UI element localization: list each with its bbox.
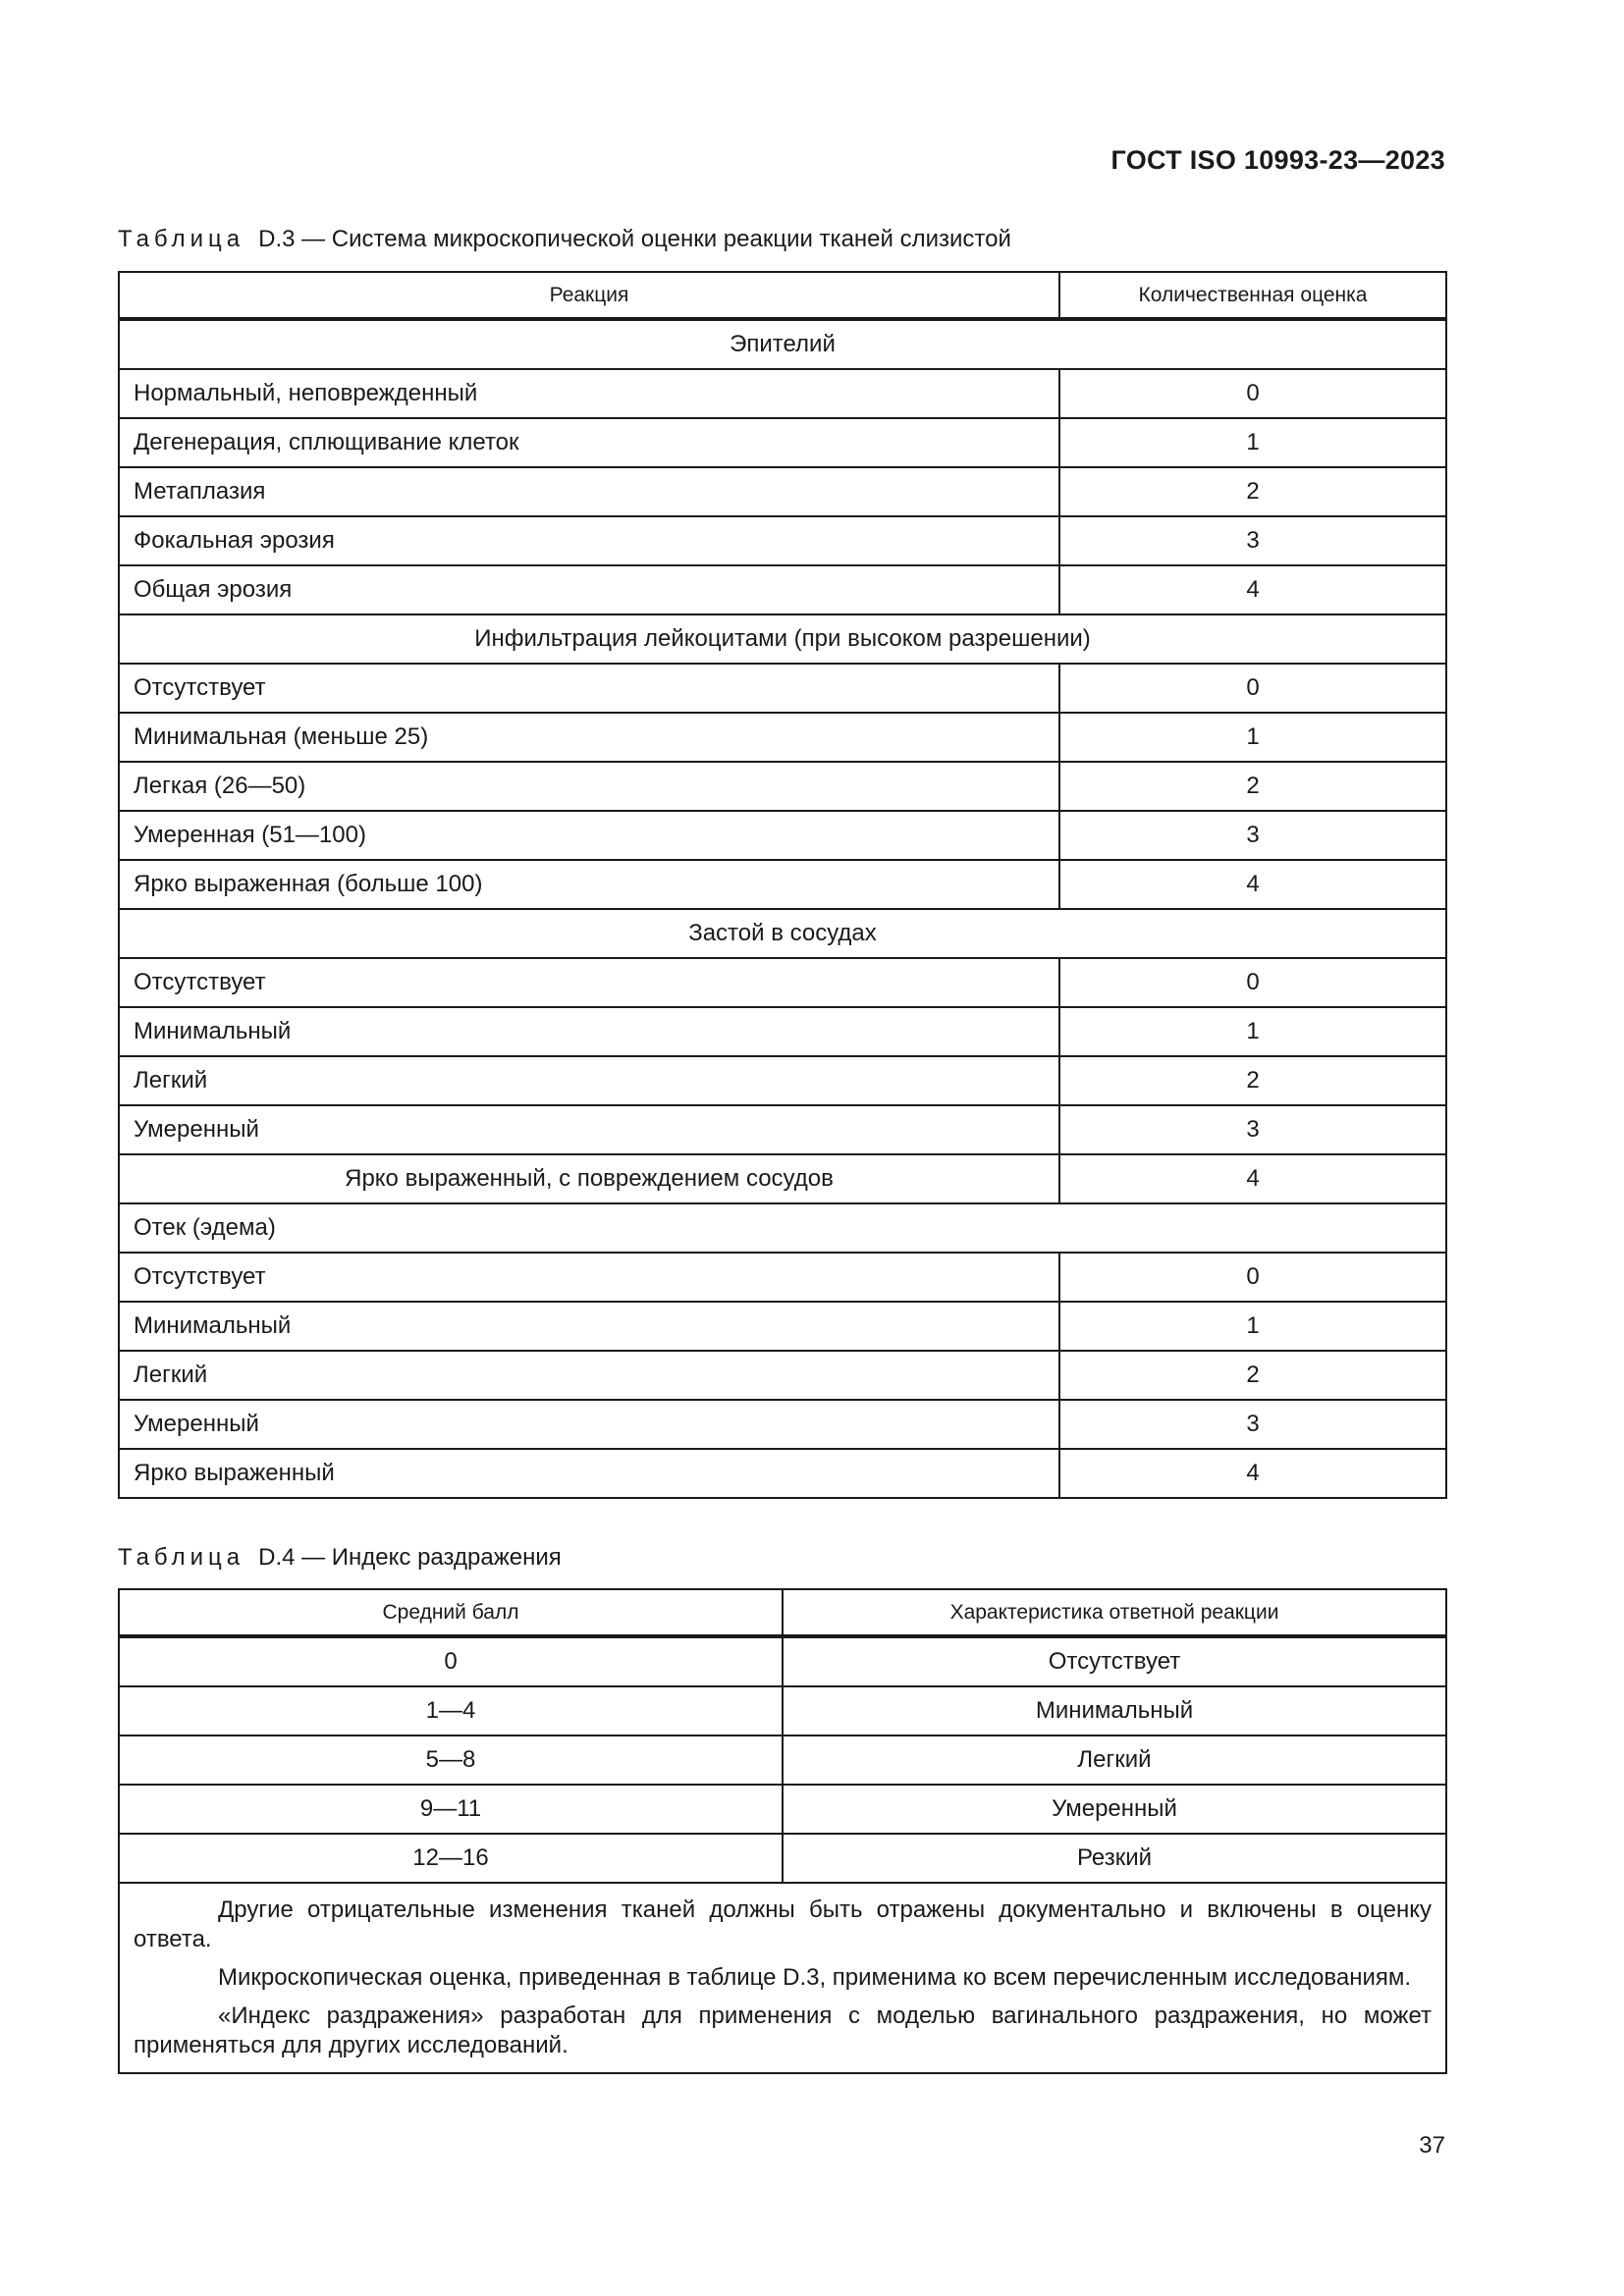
table-d4-header-row bbox=[119, 1589, 1446, 1636]
table-d4-average-score-cell: 9—11 bbox=[119, 1785, 783, 1834]
table-d3-reaction-cell: Умеренный bbox=[119, 1400, 1059, 1449]
table-d3-score-cell: 2 bbox=[1059, 1056, 1446, 1105]
table-d3-score-cell: 2 bbox=[1059, 762, 1446, 811]
table-d3-reaction-cell: Ярко выраженная (больше 100) bbox=[119, 860, 1059, 909]
table-d4-note-paragraph: «Индекс раздражения» разработан для применения с моделью вагинального раздражения, но может применяться для других исследований. bbox=[134, 2002, 1432, 2058]
table-d3-reaction-cell: Отсутствует bbox=[119, 664, 1059, 713]
table-d3-score-cell: 2 bbox=[1059, 1351, 1446, 1400]
table-d3-score-cell: 4 bbox=[1059, 1449, 1446, 1498]
table-row bbox=[119, 1735, 1446, 1785]
table-row bbox=[119, 467, 1446, 516]
table-d3-score-cell: 1 bbox=[1059, 1007, 1446, 1056]
table-d3-section-row bbox=[119, 614, 1446, 664]
table-d3-body bbox=[119, 319, 1446, 1498]
table-d3-caption bbox=[118, 226, 1011, 253]
table-d4-notes bbox=[119, 1883, 1446, 2073]
table-row bbox=[119, 1785, 1446, 1834]
table-d3-reaction-cell: Минимальный bbox=[119, 1007, 1059, 1056]
table-row bbox=[119, 516, 1446, 565]
table-d3-score-cell: 3 bbox=[1059, 811, 1446, 860]
table-d3-reaction-cell: Умеренная (51—100) bbox=[119, 811, 1059, 860]
table-d3-score-cell: 3 bbox=[1059, 1105, 1446, 1154]
table-d3-reaction-cell: Фокальная эрозия bbox=[119, 516, 1059, 565]
table-row bbox=[119, 713, 1446, 762]
table-d3-reaction-cell: Умеренный bbox=[119, 1105, 1059, 1154]
table-row bbox=[119, 1449, 1446, 1498]
table-d3-section-row bbox=[119, 909, 1446, 958]
table-d3-score-cell: 2 bbox=[1059, 467, 1446, 516]
table-d3-reaction-cell: Минимальная (меньше 25) bbox=[119, 713, 1059, 762]
table-row bbox=[119, 1400, 1446, 1449]
table-row bbox=[119, 1302, 1446, 1351]
table-d3-caption-text: D.3 — Система микроскопической оценки реакции тканей слизистой bbox=[258, 226, 1011, 252]
table-d3-score-cell: 3 bbox=[1059, 516, 1446, 565]
table-d4-response-cell: Умеренный bbox=[783, 1785, 1446, 1834]
table-d3-caption-word: Таблица bbox=[118, 226, 245, 252]
table-row bbox=[119, 664, 1446, 713]
table-d3-score-cell: 1 bbox=[1059, 1302, 1446, 1351]
table-d3-score-cell: 4 bbox=[1059, 860, 1446, 909]
table-d3-reaction-cell: Общая эрозия bbox=[119, 565, 1059, 614]
table-d4-average-score-cell: 12—16 bbox=[119, 1834, 783, 1883]
table-row bbox=[119, 1686, 1446, 1735]
table-d4-response-cell: Легкий bbox=[783, 1735, 1446, 1785]
table-d3-score-cell: 4 bbox=[1059, 1154, 1446, 1203]
table-row bbox=[119, 369, 1446, 418]
table-d3-reaction-cell: Ярко выраженный bbox=[119, 1449, 1059, 1498]
table-d3-section-row bbox=[119, 1203, 1446, 1253]
table-d3-score-cell: 1 bbox=[1059, 418, 1446, 467]
table-d3-reaction-cell: Легкий bbox=[119, 1056, 1059, 1105]
table-d3-score-cell: 0 bbox=[1059, 664, 1446, 713]
table-row bbox=[119, 1056, 1446, 1105]
table-row bbox=[119, 762, 1446, 811]
table-d3-reaction-cell: Минимальный bbox=[119, 1302, 1059, 1351]
table-row bbox=[119, 565, 1446, 614]
table-d3-score-cell: 3 bbox=[1059, 1400, 1446, 1449]
table-d4-notes-row bbox=[119, 1883, 1446, 2073]
table-row bbox=[119, 1154, 1446, 1203]
table-row bbox=[119, 418, 1446, 467]
table-d4-caption bbox=[118, 1544, 562, 1572]
table-row bbox=[119, 1834, 1446, 1883]
document-code: ГОСТ ISO 10993-23—2023 bbox=[1110, 145, 1445, 175]
table-d3 bbox=[118, 271, 1447, 1499]
table-d4-response-cell: Отсутствует bbox=[783, 1636, 1446, 1686]
table-d4-average-score-cell: 0 bbox=[119, 1636, 783, 1686]
table-d3-reaction-cell: Ярко выраженный, с повреждением сосудов bbox=[119, 1154, 1059, 1203]
table-d3-reaction-cell: Отсутствует bbox=[119, 1253, 1059, 1302]
table-row bbox=[119, 1351, 1446, 1400]
table-d3-section-title: Застой в сосудах bbox=[119, 909, 1446, 958]
table-d4-average-score-cell: 1—4 bbox=[119, 1686, 783, 1735]
table-row bbox=[119, 958, 1446, 1007]
table-d3-reaction-cell: Дегенерация, сплющивание клеток bbox=[119, 418, 1059, 467]
table-row bbox=[119, 811, 1446, 860]
table-d3-score-cell: 4 bbox=[1059, 565, 1446, 614]
table-d3-header-reaction: Реакция bbox=[119, 272, 1059, 319]
table-row bbox=[119, 1105, 1446, 1154]
table-d3-score-cell: 0 bbox=[1059, 369, 1446, 418]
table-d4-response-cell: Минимальный bbox=[783, 1686, 1446, 1735]
table-d4-caption-word: Таблица bbox=[118, 1544, 245, 1571]
table-d4-average-score-cell: 5—8 bbox=[119, 1735, 783, 1785]
table-d4-header-response: Характеристика ответной реакции bbox=[783, 1589, 1446, 1636]
table-d3-reaction-cell: Легкий bbox=[119, 1351, 1059, 1400]
table-row bbox=[119, 1007, 1446, 1056]
table-row bbox=[119, 860, 1446, 909]
table-d4-response-cell: Резкий bbox=[783, 1834, 1446, 1883]
table-d3-section-title: Отек (эдема) bbox=[119, 1203, 1446, 1253]
table-d3-section-title: Инфильтрация лейкоцитами (при высоком разрешении) bbox=[119, 614, 1446, 664]
table-d4-body bbox=[119, 1636, 1446, 2073]
table-d3-section-row bbox=[119, 319, 1446, 369]
table-d3-score-cell: 0 bbox=[1059, 1253, 1446, 1302]
table-d3-section-title: Эпителий bbox=[119, 319, 1446, 369]
table-row bbox=[119, 1253, 1446, 1302]
table-d3-reaction-cell: Легкая (26—50) bbox=[119, 762, 1059, 811]
table-d3-header-row bbox=[119, 272, 1446, 319]
table-d4-caption-text: D.4 — Индекс раздражения bbox=[258, 1544, 562, 1571]
table-d3-reaction-cell: Нормальный, неповрежденный bbox=[119, 369, 1059, 418]
table-d4-note-paragraph: Другие отрицательные изменения тканей должны быть отражены документально и включены в оценку ответа. bbox=[134, 1896, 1432, 1952]
page-number: 37 bbox=[1419, 2132, 1445, 2159]
table-d4-note-paragraph: Микроскопическая оценка, приведенная в таблице D.3, применима ко всем перечисленным исследованиям. bbox=[218, 1964, 1412, 1991]
table-d3-score-cell: 1 bbox=[1059, 713, 1446, 762]
table-d3-reaction-cell: Отсутствует bbox=[119, 958, 1059, 1007]
table-d3-reaction-cell: Метаплазия bbox=[119, 467, 1059, 516]
table-d4 bbox=[118, 1588, 1447, 2074]
table-d3-header-score: Количественная оценка bbox=[1059, 272, 1446, 319]
table-d4-header-average-score: Средний балл bbox=[119, 1589, 783, 1636]
table-d3-score-cell: 0 bbox=[1059, 958, 1446, 1007]
table-row bbox=[119, 1636, 1446, 1686]
